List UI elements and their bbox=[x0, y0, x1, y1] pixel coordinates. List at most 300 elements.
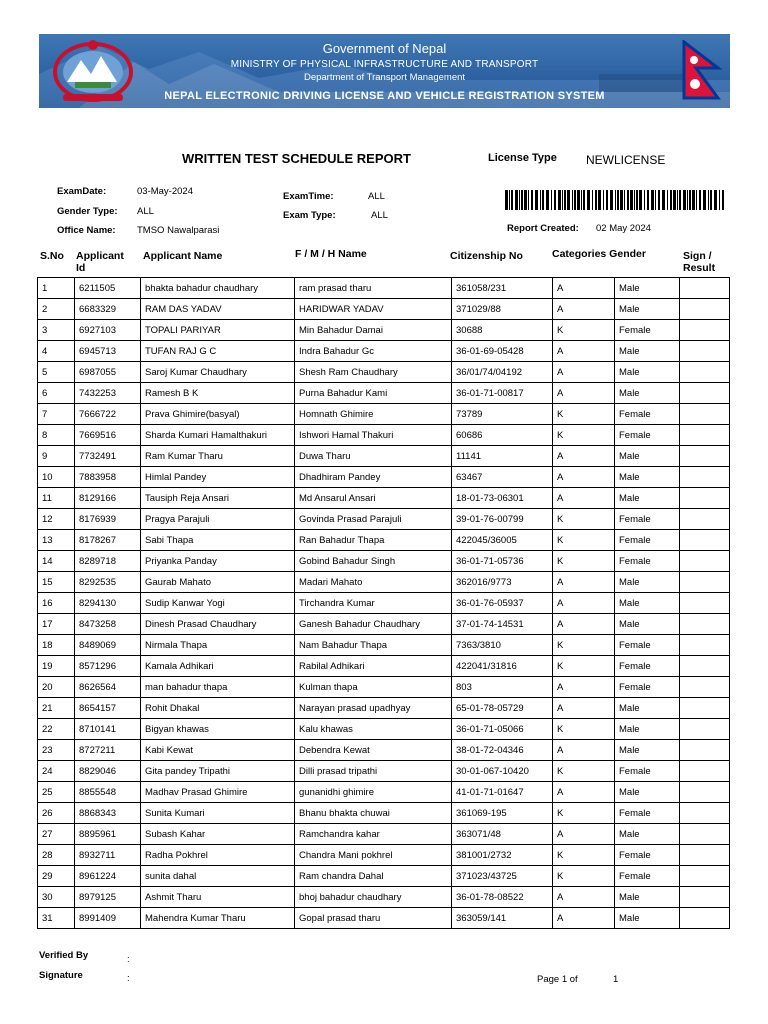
ministry-name: MINISTRY OF PHYSICAL INFRASTRUCTURE AND TRANSPORT bbox=[230, 59, 539, 70]
table-row bbox=[38, 677, 730, 698]
row-citizenship: 39-01-76-00799 bbox=[452, 509, 553, 530]
row-applicant-name: Rohit Dhakal bbox=[141, 698, 295, 719]
header-banner bbox=[39, 34, 730, 108]
row-applicant-id: 8289718 bbox=[75, 551, 141, 572]
row-sno: 16 bbox=[38, 593, 75, 614]
row-category: K bbox=[553, 635, 615, 656]
row-applicant-name: Sabi Thapa bbox=[141, 530, 295, 551]
row-citizenship: 363071/48 bbox=[452, 824, 553, 845]
row-citizenship: 30-01-067-10420 bbox=[452, 761, 553, 782]
row-category: K bbox=[553, 866, 615, 887]
row-applicant-name: Bigyan khawas bbox=[141, 719, 295, 740]
table-row bbox=[38, 446, 730, 467]
col-header-applicant-id: Applicant Id bbox=[76, 250, 124, 274]
row-applicant-id: 7669516 bbox=[75, 425, 141, 446]
col-header-fmh-name: F / M / H Name bbox=[295, 248, 367, 260]
table-row bbox=[38, 635, 730, 656]
row-applicant-id: 8473258 bbox=[75, 614, 141, 635]
row-gender: Male bbox=[615, 572, 680, 593]
row-applicant-name: Madhav Prasad Ghimire bbox=[141, 782, 295, 803]
row-fmh-name: Rabilal Adhikari bbox=[295, 656, 452, 677]
row-fmh-name: Debendra Kewat bbox=[295, 740, 452, 761]
exam-time-value: ALL bbox=[368, 191, 385, 202]
row-category: A bbox=[553, 824, 615, 845]
row-sno: 31 bbox=[38, 908, 75, 929]
row-category: A bbox=[553, 446, 615, 467]
row-category: K bbox=[553, 404, 615, 425]
signature-colon: : bbox=[127, 973, 130, 984]
row-applicant-id: 8292535 bbox=[75, 572, 141, 593]
row-category: A bbox=[553, 383, 615, 404]
page-total: 1 bbox=[613, 974, 619, 985]
row-fmh-name: Madari Mahato bbox=[295, 572, 452, 593]
table-row bbox=[38, 467, 730, 488]
signature-label: Signature bbox=[39, 970, 83, 981]
row-gender: Female bbox=[615, 866, 680, 887]
table-row bbox=[38, 488, 730, 509]
row-gender: Female bbox=[615, 761, 680, 782]
row-citizenship: 36-01-76-05937 bbox=[452, 593, 553, 614]
row-applicant-id: 8178267 bbox=[75, 530, 141, 551]
row-applicant-id: 6927103 bbox=[75, 320, 141, 341]
row-citizenship: 37-01-74-14531 bbox=[452, 614, 553, 635]
row-citizenship: 65-01-78-05729 bbox=[452, 698, 553, 719]
office-name-label: Office Name: bbox=[57, 225, 116, 236]
gender-type-label: Gender Type: bbox=[57, 206, 118, 217]
row-applicant-id: 8961224 bbox=[75, 866, 141, 887]
table-row bbox=[38, 782, 730, 803]
row-gender: Male bbox=[615, 782, 680, 803]
row-category: A bbox=[553, 299, 615, 320]
row-applicant-name: Dinesh Prasad Chaudhary bbox=[141, 614, 295, 635]
row-gender: Female bbox=[615, 404, 680, 425]
row-sign-result-cell[interactable] bbox=[680, 635, 730, 656]
row-applicant-name: Prava Ghimire(basyal) bbox=[141, 404, 295, 425]
row-applicant-name: Kamala Adhikari bbox=[141, 656, 295, 677]
row-sno: 9 bbox=[38, 446, 75, 467]
row-sign-result-cell[interactable] bbox=[680, 320, 730, 341]
row-gender: Male bbox=[615, 614, 680, 635]
report-title: WRITTEN TEST SCHEDULE REPORT bbox=[182, 151, 411, 166]
row-gender: Female bbox=[615, 509, 680, 530]
row-citizenship: 36-01-78-08522 bbox=[452, 887, 553, 908]
row-sign-result-cell[interactable] bbox=[680, 299, 730, 320]
row-sno: 6 bbox=[38, 383, 75, 404]
row-sno: 10 bbox=[38, 467, 75, 488]
row-applicant-id: 8176939 bbox=[75, 509, 141, 530]
row-fmh-name: Bhanu bhakta chuwai bbox=[295, 803, 452, 824]
row-applicant-id: 8129166 bbox=[75, 488, 141, 509]
row-sign-result-cell[interactable] bbox=[680, 908, 730, 929]
license-type-label: License Type bbox=[488, 152, 557, 164]
row-sno: 23 bbox=[38, 740, 75, 761]
row-applicant-name: Ramesh B K bbox=[141, 383, 295, 404]
row-fmh-name: Purna Bahadur Kami bbox=[295, 383, 452, 404]
verified-by-colon: : bbox=[127, 954, 130, 965]
row-category: K bbox=[553, 719, 615, 740]
row-sign-result-cell[interactable] bbox=[680, 593, 730, 614]
table-row bbox=[38, 404, 730, 425]
row-sno: 5 bbox=[38, 362, 75, 383]
row-applicant-name: TOPALI PARIYAR bbox=[141, 320, 295, 341]
row-category: A bbox=[553, 467, 615, 488]
row-applicant-name: Radha Pokhrel bbox=[141, 845, 295, 866]
row-sno: 15 bbox=[38, 572, 75, 593]
row-applicant-name: sunita dahal bbox=[141, 866, 295, 887]
row-fmh-name: Govinda Prasad Parajuli bbox=[295, 509, 452, 530]
row-applicant-id: 8489069 bbox=[75, 635, 141, 656]
row-citizenship: 36-01-71-00817 bbox=[452, 383, 553, 404]
row-applicant-name: Sunita Kumari bbox=[141, 803, 295, 824]
row-sign-result-cell[interactable] bbox=[680, 719, 730, 740]
row-fmh-name: Md Ansarul Ansari bbox=[295, 488, 452, 509]
table-row bbox=[38, 824, 730, 845]
exam-type-label: Exam Type: bbox=[283, 210, 336, 221]
row-applicant-id: 8868343 bbox=[75, 803, 141, 824]
row-sign-result-cell[interactable] bbox=[680, 803, 730, 824]
row-gender: Male bbox=[615, 341, 680, 362]
row-sign-result-cell[interactable] bbox=[680, 677, 730, 698]
table-row bbox=[38, 803, 730, 824]
exam-type-value: ALL bbox=[371, 210, 388, 221]
row-sno: 17 bbox=[38, 614, 75, 635]
row-gender: Female bbox=[615, 656, 680, 677]
office-name-value: TMSO Nawalparasi bbox=[137, 225, 220, 236]
row-sign-result-cell[interactable] bbox=[680, 698, 730, 719]
report-created-value: 02 May 2024 bbox=[596, 223, 651, 234]
row-sno: 20 bbox=[38, 677, 75, 698]
table-row bbox=[38, 908, 730, 929]
row-sno: 25 bbox=[38, 782, 75, 803]
row-fmh-name: HARIDWAR YADAV bbox=[295, 299, 452, 320]
table-row bbox=[38, 383, 730, 404]
col-header-sno: S.No bbox=[40, 250, 64, 262]
table-row bbox=[38, 845, 730, 866]
row-applicant-id: 8991409 bbox=[75, 908, 141, 929]
row-category: A bbox=[553, 614, 615, 635]
row-citizenship: 361069-195 bbox=[452, 803, 553, 824]
government-title: Government of Nepal bbox=[322, 41, 447, 56]
row-applicant-id: 8829046 bbox=[75, 761, 141, 782]
row-gender: Female bbox=[615, 845, 680, 866]
row-citizenship: 363059/141 bbox=[452, 908, 553, 929]
verified-by-label: Verified By bbox=[39, 950, 89, 961]
row-gender: Male bbox=[615, 278, 680, 299]
row-sign-result-cell[interactable] bbox=[680, 425, 730, 446]
row-sno: 12 bbox=[38, 509, 75, 530]
row-category: K bbox=[553, 320, 615, 341]
row-fmh-name: Ishwori Hamal Thakuri bbox=[295, 425, 452, 446]
row-sno: 8 bbox=[38, 425, 75, 446]
row-category: A bbox=[553, 362, 615, 383]
row-sign-result-cell[interactable] bbox=[680, 278, 730, 299]
row-fmh-name: Ganesh Bahadur Chaudhary bbox=[295, 614, 452, 635]
row-citizenship: 362016/9773 bbox=[452, 572, 553, 593]
row-gender: Male bbox=[615, 362, 680, 383]
table-row bbox=[38, 425, 730, 446]
row-sno: 22 bbox=[38, 719, 75, 740]
row-category: K bbox=[553, 551, 615, 572]
row-applicant-id: 8727211 bbox=[75, 740, 141, 761]
row-gender: Female bbox=[615, 320, 680, 341]
row-fmh-name: Dilli prasad tripathi bbox=[295, 761, 452, 782]
table-row bbox=[38, 572, 730, 593]
col-header-sign-result: Sign / Result bbox=[683, 250, 716, 274]
row-applicant-name: man bahadur thapa bbox=[141, 677, 295, 698]
row-sno: 21 bbox=[38, 698, 75, 719]
row-applicant-id: 6987055 bbox=[75, 362, 141, 383]
col-header-categories-gender: Categories Gender bbox=[552, 248, 646, 260]
row-fmh-name: ram prasad tharu bbox=[295, 278, 452, 299]
row-citizenship: 422041/31816 bbox=[452, 656, 553, 677]
row-gender: Female bbox=[615, 530, 680, 551]
row-sign-result-cell[interactable] bbox=[680, 824, 730, 845]
row-category: K bbox=[553, 509, 615, 530]
row-fmh-name: Duwa Tharu bbox=[295, 446, 452, 467]
row-applicant-name: Priyanka Panday bbox=[141, 551, 295, 572]
row-category: K bbox=[553, 656, 615, 677]
row-applicant-id: 8654157 bbox=[75, 698, 141, 719]
row-citizenship: 18-01-73-06301 bbox=[452, 488, 553, 509]
row-gender: Male bbox=[615, 887, 680, 908]
row-fmh-name: Narayan prasad upadhyay bbox=[295, 698, 452, 719]
row-gender: Male bbox=[615, 908, 680, 929]
row-fmh-name: Min Bahadur Damai bbox=[295, 320, 452, 341]
row-sign-result-cell[interactable] bbox=[680, 572, 730, 593]
row-category: A bbox=[553, 887, 615, 908]
row-applicant-name: Tausiph Reja Ansari bbox=[141, 488, 295, 509]
row-category: K bbox=[553, 530, 615, 551]
row-sign-result-cell[interactable] bbox=[680, 740, 730, 761]
page-indicator: Page 1 of bbox=[537, 974, 578, 985]
table-row bbox=[38, 362, 730, 383]
row-applicant-name: Pragya Parajuli bbox=[141, 509, 295, 530]
row-applicant-name: Saroj Kumar Chaudhary bbox=[141, 362, 295, 383]
row-applicant-name: Himlal Pandey bbox=[141, 467, 295, 488]
row-gender: Male bbox=[615, 593, 680, 614]
row-applicant-id: 7666722 bbox=[75, 404, 141, 425]
row-gender: Male bbox=[615, 299, 680, 320]
row-citizenship: 803 bbox=[452, 677, 553, 698]
gender-type-value: ALL bbox=[137, 206, 154, 217]
row-sno: 26 bbox=[38, 803, 75, 824]
row-applicant-name: Sudip Kanwar Yogi bbox=[141, 593, 295, 614]
table-row bbox=[38, 719, 730, 740]
row-applicant-id: 7732491 bbox=[75, 446, 141, 467]
table-row bbox=[38, 551, 730, 572]
row-sno: 13 bbox=[38, 530, 75, 551]
row-category: A bbox=[553, 698, 615, 719]
col-header-citizenship: Citizenship No bbox=[450, 250, 523, 262]
table-row bbox=[38, 614, 730, 635]
row-fmh-name: bhoj bahadur chaudhary bbox=[295, 887, 452, 908]
row-citizenship: 381001/2732 bbox=[452, 845, 553, 866]
schedule-table bbox=[37, 277, 730, 929]
row-citizenship: 361058/231 bbox=[452, 278, 553, 299]
row-gender: Male bbox=[615, 488, 680, 509]
row-fmh-name: Dhadhiram Pandey bbox=[295, 467, 452, 488]
exam-time-label: ExamTime: bbox=[283, 191, 334, 202]
row-applicant-id: 8571296 bbox=[75, 656, 141, 677]
row-gender: Male bbox=[615, 467, 680, 488]
row-sign-result-cell[interactable] bbox=[680, 404, 730, 425]
row-fmh-name: Kalu khawas bbox=[295, 719, 452, 740]
row-sign-result-cell[interactable] bbox=[680, 656, 730, 677]
table-row bbox=[38, 866, 730, 887]
row-category: A bbox=[553, 677, 615, 698]
row-gender: Female bbox=[615, 803, 680, 824]
row-citizenship: 422045/36005 bbox=[452, 530, 553, 551]
row-sno: 27 bbox=[38, 824, 75, 845]
row-fmh-name: Kulman thapa bbox=[295, 677, 452, 698]
row-fmh-name: Gopal prasad tharu bbox=[295, 908, 452, 929]
row-citizenship: 36/01/74/04192 bbox=[452, 362, 553, 383]
row-citizenship: 41-01-71-01647 bbox=[452, 782, 553, 803]
row-gender: Male bbox=[615, 740, 680, 761]
table-row bbox=[38, 656, 730, 677]
row-category: K bbox=[553, 845, 615, 866]
row-gender: Male bbox=[615, 383, 680, 404]
row-citizenship: 7363/3810 bbox=[452, 635, 553, 656]
row-citizenship: 73789 bbox=[452, 404, 553, 425]
table-row bbox=[38, 740, 730, 761]
row-category: A bbox=[553, 488, 615, 509]
row-gender: Female bbox=[615, 425, 680, 446]
row-sno: 30 bbox=[38, 887, 75, 908]
row-applicant-name: RAM DAS YADAV bbox=[141, 299, 295, 320]
row-sign-result-cell[interactable] bbox=[680, 614, 730, 635]
row-gender: Male bbox=[615, 446, 680, 467]
system-name: NEPAL ELECTRONIC DRIVING LICENSE AND VEHICLE REGISTRATION SYSTEM bbox=[164, 90, 605, 102]
row-sno: 18 bbox=[38, 635, 75, 656]
row-applicant-name: Ram Kumar Tharu bbox=[141, 446, 295, 467]
row-applicant-id: 8855548 bbox=[75, 782, 141, 803]
row-sign-result-cell[interactable] bbox=[680, 341, 730, 362]
row-category: K bbox=[553, 425, 615, 446]
row-sno: 14 bbox=[38, 551, 75, 572]
row-fmh-name: Shesh Ram Chaudhary bbox=[295, 362, 452, 383]
row-sign-result-cell[interactable] bbox=[680, 887, 730, 908]
row-sign-result-cell[interactable] bbox=[680, 866, 730, 887]
row-applicant-name: Ashmit Tharu bbox=[141, 887, 295, 908]
row-fmh-name: Homnath Ghimire bbox=[295, 404, 452, 425]
row-citizenship: 371023/43725 bbox=[452, 866, 553, 887]
row-fmh-name: Ram chandra Dahal bbox=[295, 866, 452, 887]
row-category: A bbox=[553, 341, 615, 362]
table-row bbox=[38, 320, 730, 341]
row-category: A bbox=[553, 278, 615, 299]
row-sign-result-cell[interactable] bbox=[680, 509, 730, 530]
row-applicant-name: TUFAN RAJ G C bbox=[141, 341, 295, 362]
row-citizenship: 38-01-72-04346 bbox=[452, 740, 553, 761]
row-citizenship: 36-01-71-05066 bbox=[452, 719, 553, 740]
row-category: A bbox=[553, 908, 615, 929]
row-sno: 24 bbox=[38, 761, 75, 782]
row-sno: 7 bbox=[38, 404, 75, 425]
row-sign-result-cell[interactable] bbox=[680, 845, 730, 866]
row-gender: Male bbox=[615, 719, 680, 740]
license-type-value: NEWLICENSE bbox=[586, 153, 666, 167]
row-sign-result-cell[interactable] bbox=[680, 488, 730, 509]
row-category: K bbox=[553, 761, 615, 782]
row-sign-result-cell[interactable] bbox=[680, 782, 730, 803]
row-fmh-name: Tirchandra Kumar bbox=[295, 593, 452, 614]
row-applicant-name: bhakta bahadur chaudhary bbox=[141, 278, 295, 299]
row-gender: Female bbox=[615, 677, 680, 698]
row-citizenship: 371029/88 bbox=[452, 299, 553, 320]
row-category: A bbox=[553, 593, 615, 614]
row-applicant-id: 8710141 bbox=[75, 719, 141, 740]
table-row bbox=[38, 761, 730, 782]
row-sign-result-cell[interactable] bbox=[680, 446, 730, 467]
table-row bbox=[38, 530, 730, 551]
row-sign-result-cell[interactable] bbox=[680, 467, 730, 488]
row-category: A bbox=[553, 572, 615, 593]
row-sno: 1 bbox=[38, 278, 75, 299]
row-sno: 3 bbox=[38, 320, 75, 341]
row-citizenship: 63467 bbox=[452, 467, 553, 488]
row-sno: 4 bbox=[38, 341, 75, 362]
row-applicant-name: Gita pandey Tripathi bbox=[141, 761, 295, 782]
row-sign-result-cell[interactable] bbox=[680, 530, 730, 551]
row-applicant-name: Nirmala Thapa bbox=[141, 635, 295, 656]
row-gender: Male bbox=[615, 824, 680, 845]
row-gender: Female bbox=[615, 551, 680, 572]
row-applicant-id: 8932711 bbox=[75, 845, 141, 866]
row-citizenship: 36-01-71-05736 bbox=[452, 551, 553, 572]
report-created-label: Report Created: bbox=[507, 223, 579, 234]
row-sno: 28 bbox=[38, 845, 75, 866]
row-sign-result-cell[interactable] bbox=[680, 761, 730, 782]
row-applicant-name: Kabi Kewat bbox=[141, 740, 295, 761]
table-row bbox=[38, 299, 730, 320]
table-row bbox=[38, 593, 730, 614]
row-sign-result-cell[interactable] bbox=[680, 383, 730, 404]
row-sno: 2 bbox=[38, 299, 75, 320]
row-category: K bbox=[553, 803, 615, 824]
row-applicant-name: Sharda Kumari Hamalthakuri bbox=[141, 425, 295, 446]
row-sno: 19 bbox=[38, 656, 75, 677]
row-category: A bbox=[553, 740, 615, 761]
row-sign-result-cell[interactable] bbox=[680, 362, 730, 383]
row-citizenship: 30688 bbox=[452, 320, 553, 341]
row-applicant-id: 7432253 bbox=[75, 383, 141, 404]
barcode-icon bbox=[505, 190, 727, 210]
row-applicant-id: 8626564 bbox=[75, 677, 141, 698]
row-applicant-id: 8294130 bbox=[75, 593, 141, 614]
row-applicant-name: Subash Kahar bbox=[141, 824, 295, 845]
row-sno: 29 bbox=[38, 866, 75, 887]
table-row bbox=[38, 887, 730, 908]
row-sno: 11 bbox=[38, 488, 75, 509]
row-citizenship: 36-01-69-05428 bbox=[452, 341, 553, 362]
department-name: Department of Transport Management bbox=[303, 72, 466, 83]
row-fmh-name: Chandra Mani pokhrel bbox=[295, 845, 452, 866]
nepal-flag-icon bbox=[682, 40, 722, 102]
row-fmh-name: Ramchandra kahar bbox=[295, 824, 452, 845]
row-sign-result-cell[interactable] bbox=[680, 551, 730, 572]
exam-date-value: 03-May-2024 bbox=[137, 186, 193, 197]
row-gender: Male bbox=[615, 698, 680, 719]
table-row bbox=[38, 698, 730, 719]
row-applicant-id: 8895961 bbox=[75, 824, 141, 845]
row-applicant-id: 6945713 bbox=[75, 341, 141, 362]
col-header-applicant-name: Applicant Name bbox=[143, 250, 223, 262]
exam-date-label: ExamDate: bbox=[57, 186, 107, 197]
row-fmh-name: Ran Bahadur Thapa bbox=[295, 530, 452, 551]
row-applicant-id: 6683329 bbox=[75, 299, 141, 320]
table-row bbox=[38, 278, 730, 299]
